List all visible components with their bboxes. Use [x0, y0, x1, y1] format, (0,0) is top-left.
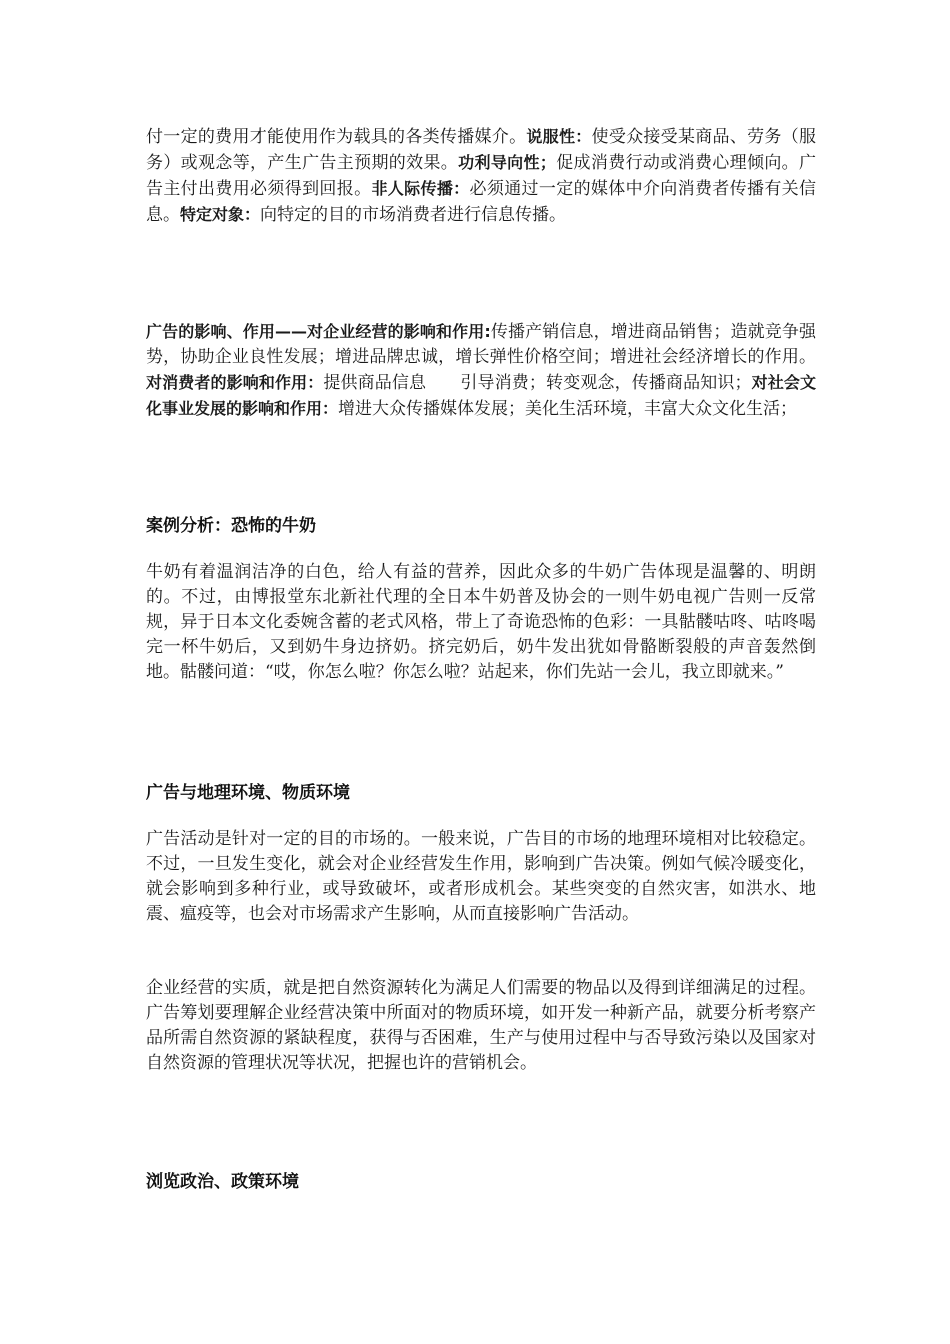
text: 促成消费行动或消费心理倾向。广告主付出费用必须得到回报。 — [146, 153, 816, 199]
paragraph-ad-influence — [146, 319, 816, 422]
heading-political-environment: 浏览政治、政策环境 — [146, 1172, 299, 1192]
paragraph-ad-characteristics — [146, 124, 816, 228]
text: 使受众接受某商品、劳务（服务）或观念等，产生广告主预期的效果。 — [146, 127, 816, 173]
term-nonpersonal: 非人际传播： — [371, 179, 470, 198]
term-consumer-influence: 对消费者的影响和作用： — [146, 373, 324, 392]
term-utilitarian: 功利导向性； — [458, 153, 556, 172]
paragraph-material-environment: 企业经营的实质，就是把自然资源转化为满足人们需要的物品以及得到详细满足的过程。广告筹划要理解企业经营决策中所面对的物质环境，如开发一种新产品，就要分析考察产品所需自然资源的紧缺程度，获得与否困难，生产与使用过程中与否导致污染以及国家对自然资源的管理状况等状况，把握也许的营销机会。 — [146, 978, 816, 1073]
term-target: 特定对象： — [180, 205, 261, 224]
term-enterprise-influence: 广告的影响、作用——对企业经营的影响和作用: — [146, 322, 491, 341]
heading-geo-environment: 广告与地理环境、物质环境 — [146, 783, 350, 803]
paragraph-geo-environment: 广告活动是针对一定的目的市场的。一般来说，广告目的市场的地理环境相对比较稳定。不过，一旦发生变化，就会对企业经营发生作用，影响到广告决策。例如气候冷暖变化，就会影响到多种行业，或导致破坏，或者形成机会。某些突变的自然灾害，如洪水、地震、瘟疫等，也会对市场需求产生影响，从而直接影响广告活动。 — [146, 829, 816, 924]
text: 传播产销信息，增进商品销售；造就竞争强势，协助企业良性发展；增进品牌忠诚，增长弹性价格空间；增进社会经济增长的作用。 — [146, 322, 817, 367]
heading-case-study: 案例分析：恐怖的牛奶 — [146, 516, 316, 536]
term-culture-influence: 对社会文化事业发展的影响和作用： — [146, 373, 816, 418]
text: 增进大众传播媒体发展；美化生活环境，丰富大众文化生活； — [338, 399, 798, 419]
paragraph-case-study: 牛奶有着温润洁净的白色，给人有益的营养，因此众多的牛奶广告体现是温馨的、明朗的。不过，由博报堂东北新社代理的全日本牛奶普及协会的一则牛奶电视广告则一反常规，异于日本文化委婉含蓄的老式风格，带上了奇诡恐怖的色彩：一具骷髅咕咚、咕咚喝完一杯牛奶后，又到奶牛身边挤奶。挤完奶后，奶牛发出犹如骨骼断裂般的声音轰然倒地。骷髅问道：“哎，你怎么啦？你怎么啦？站起来，你们先站一会儿，我立即就来。” — [146, 562, 816, 682]
text: 必须通过一定的媒体中介向消费者传播有关信息。 — [146, 179, 817, 225]
term-persuasive: 说服性： — [526, 127, 592, 146]
text: 提供商品信息 引导消费；转变观念，传播商品知识； — [323, 373, 752, 393]
text: 向特定的目的市场消费者进行信息传播。 — [260, 205, 567, 225]
text: 付一定的费用才能使用作为载具的各类传播媒介。 — [146, 127, 527, 147]
